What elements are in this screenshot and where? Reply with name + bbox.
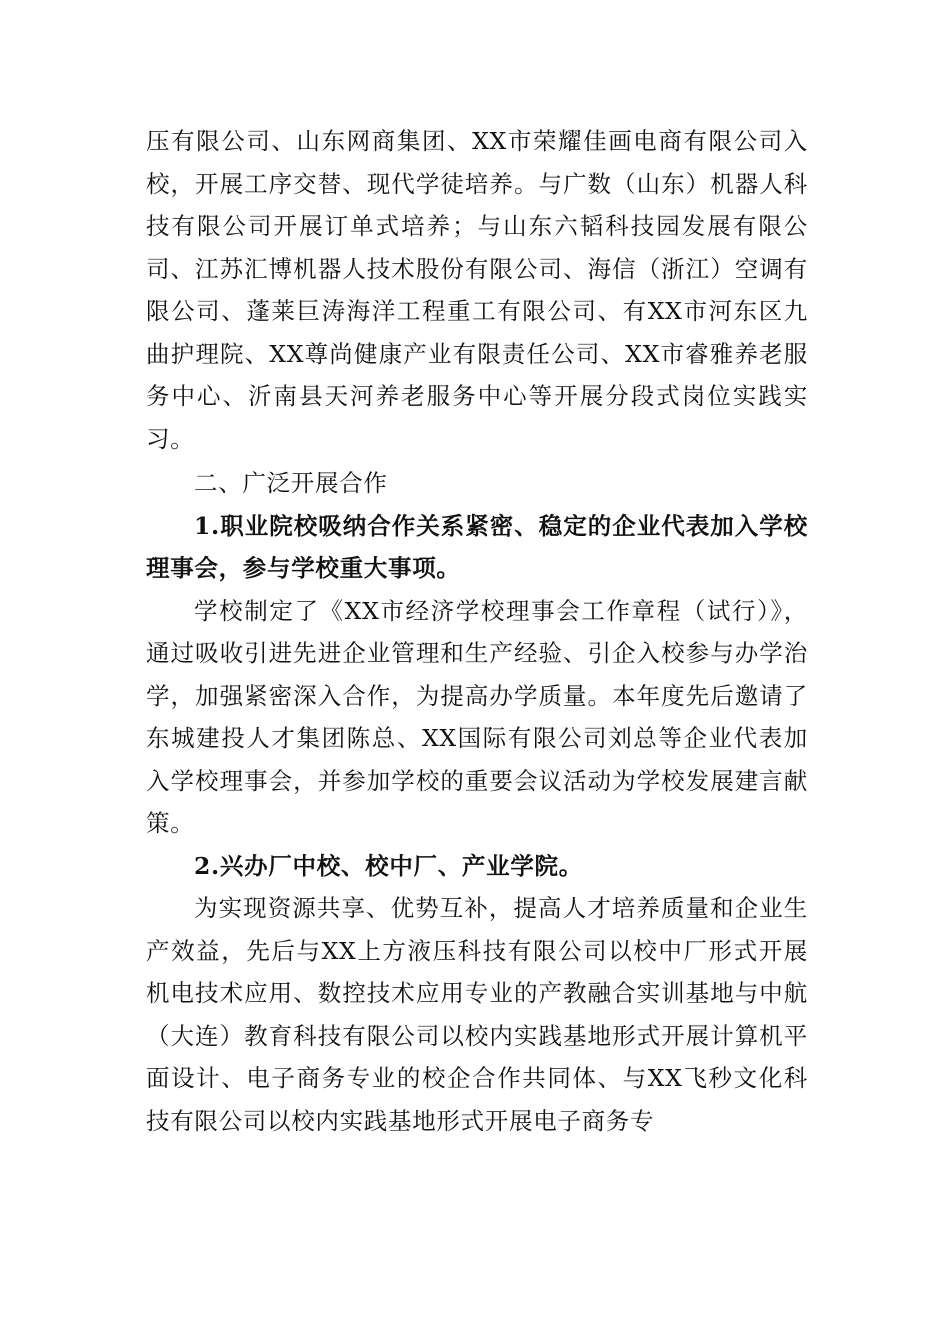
item1-heading: 1.职业院校吸纳合作关系紧密、稳定的企业代表加入学校理事会，参与学校重大事项。 [146,511,808,582]
section-heading: 二、广泛开展合作 [194,469,388,497]
document-page [146,120,808,1142]
item2-heading: 2.兴办厂中校、校中厂、产业学院。 [194,851,583,880]
paragraph-continuation: 压有限公司、山东网商集团、XX市荣耀佳画电商有限公司入校，开展工序交替、现代学徒培养。与广数（山东）机器人科技有限公司开展订单式培养；与山东六韬科技园发展有限公司、江苏汇博机器人技术股份有限公司、海信（浙江）空调有限公司、蓬莱巨涛海洋工程重工有限公司、有XX市河东区九曲护理院、XX尊尚健康产业有限责任公司、XX市睿雅养老服务中心、沂南县天河养老服务中心等开展分段式岗位实践实习。 [146,127,808,453]
item2-body: 为实现资源共享、优势互补，提高人才培养质量和企业生产效益，先后与XX上方液压科技有限公司以校中厂形式开展机电技术应用、数控技术应用专业的产教融合实训基地与中航（大连）教育科技有限公司以校内实践基地形式开展计算机平面设计、电子商务专业的校企合作共同体、与XX飞秒文化科技有限公司以校内实践基地形式开展电子商务专 [146,894,808,1135]
item1-body: 学校制定了《XX市经济学校理事会工作章程（试行）》，通过吸收引进先进企业管理和生产经验、引企入校参与办学治学，加强紧密深入合作，为提高办学质量。本年度先后邀请了东城建投人才集团陈总、XX国际有限公司刘总等企业代表加入学校理事会，并参加学校的重要会议活动为学校发展建言献策。 [146,596,808,837]
